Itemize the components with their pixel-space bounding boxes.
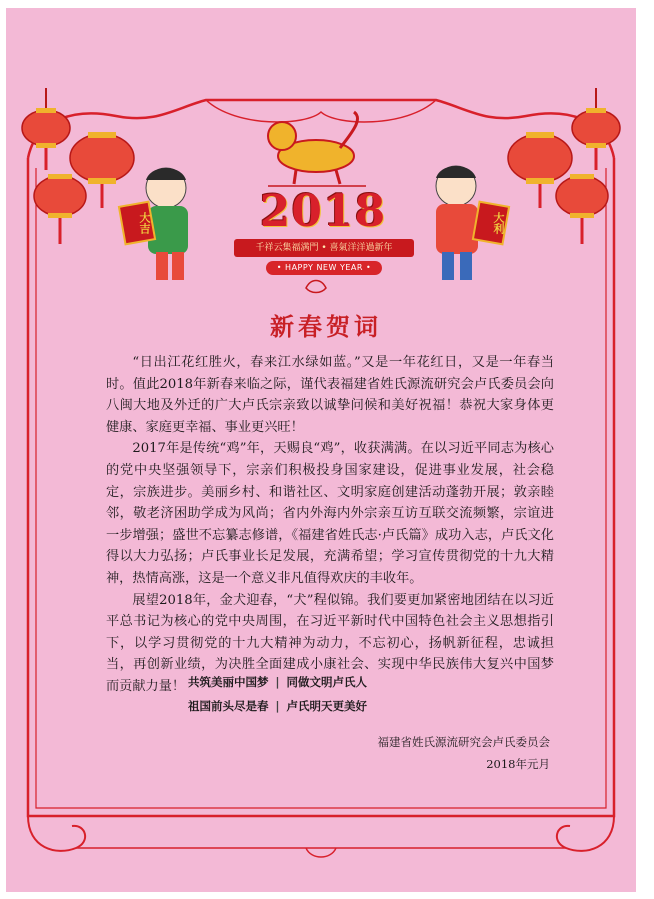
dog-illustration (268, 112, 366, 186)
lantern-right-2 (508, 134, 572, 182)
lantern-right-3 (556, 176, 608, 216)
greeting-heading: 新春贺词 (270, 312, 382, 341)
slogan-line-2 (188, 698, 448, 714)
body-paragraph-1: “日出江花红胜火，春来江水绿如蓝。”又是一年花红日，又是一年春当时。值此2018年新春来临之际，谨代表福建省姓氏源流研究会卢氏委员会向八闽大地及外迁的广大卢氏宗亲致以诚挚问候和美好祝福！恭祝大家身体更健康、家庭更幸福、事业更兴旺！ (106, 355, 554, 435)
new-year-banner: 千祥云集福满門 • 喜氣洋洋過新年 (234, 239, 414, 257)
lotus-ornament (306, 281, 326, 293)
happy-new-year-ribbon: • HAPPY NEW YEAR • (266, 261, 382, 275)
slogan-1-left: 共筑美丽中国梦 (188, 675, 269, 689)
lantern-left-group (22, 88, 134, 244)
right-tag-label: 大利 (492, 212, 505, 234)
slogan-2-right: 卢氏明天更美好 (286, 699, 368, 713)
left-tag-label: 大吉 (138, 212, 151, 234)
slogan-1-right: 同做文明卢氏人 (286, 675, 368, 689)
slogan-line-1 (188, 674, 448, 690)
lantern-left-3 (34, 176, 86, 216)
lantern-right-1 (572, 110, 620, 146)
lantern-left-2 (70, 134, 134, 182)
slogan-divider: | (275, 675, 280, 689)
year-title: 2018 (259, 186, 387, 237)
greeting-body (106, 352, 554, 698)
slogan-divider: | (275, 699, 280, 713)
body-paragraph-2: 2017年是传统“鸡”年，天赐良“鸡”，收获满满。在以习近平同志为核心的党中央坚强领导下，宗亲们积极投身国家建设，促进事业发展，社会稳定，宗族进步。美丽乡村、和谐社区、文明家庭创建活动蓬勃开展；敦亲睦邻，敬老济困助学成为风尚；省内外海内外宗亲互访互联交流频繁，宗谊进一步增强；盛世不忘纂志修谱，《福建省姓氏志·卢氏篇》成功入志，卢氏文化得以大力弘扬；卢氏事业长足发展，充满希望；学习宣传贯彻党的十九大精神，热情高涨，这是一个意义非凡值得欢庆的丰收年。 (106, 441, 554, 586)
slogan-2-left: 祖国前头尽是春 (188, 699, 269, 713)
frame-bottom-curl (306, 848, 336, 857)
frame-top-curl (206, 100, 436, 122)
frame-curl-br (557, 816, 614, 851)
frame-curl-bl (28, 816, 85, 851)
greeting-card (6, 8, 636, 892)
body-paragraph-3: 展望2018年，金犬迎春，“犬”程似锦。我们要更加紧密地团结在以习近平总书记为核心的党中央周围，在习近平新时代中国特色社会主义思想指引下，以学习贯彻党的十九大精神为动力，不忘初心，扬帆新征程，忠诚担当，再创新业绩，为决胜全面建成小康社会、实现中华民族伟大复兴中国梦而贡献力量！ (106, 592, 554, 694)
signature-organization: 福建省姓氏源流研究会卢氏委员会 (377, 735, 550, 749)
signature-date: 2018年元月 (486, 757, 550, 771)
lantern-left-1 (22, 110, 70, 146)
lantern-right-group (508, 88, 620, 244)
